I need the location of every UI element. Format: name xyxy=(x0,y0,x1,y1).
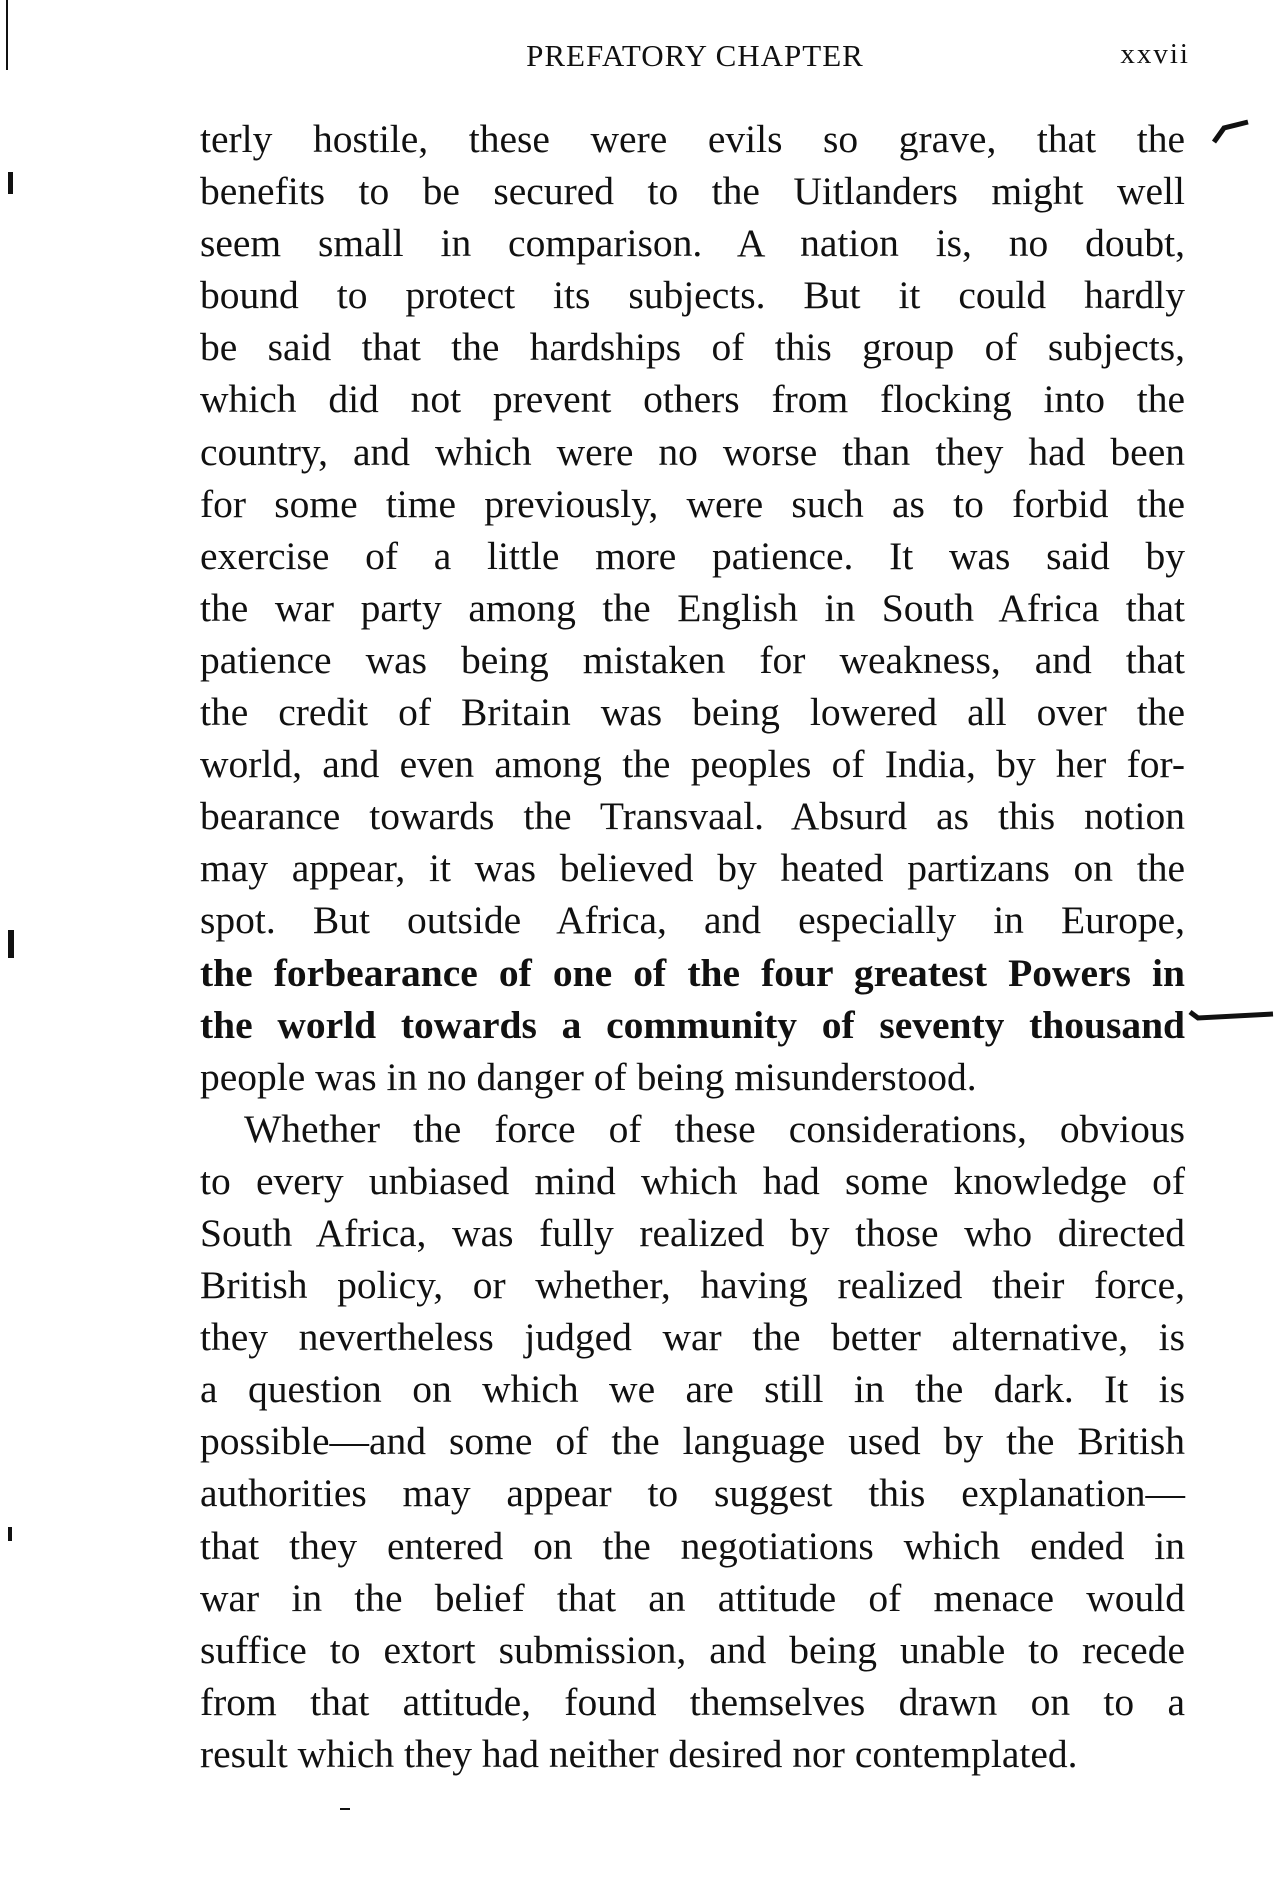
text-line: patience was being mistaken for weakness, and that xyxy=(200,637,1185,682)
text-line: suffice to extort submission, and being unable to recede xyxy=(200,1627,1185,1672)
text-line: terly hostile, these were evils so grave, that the xyxy=(200,117,1185,161)
scan-edge-mark xyxy=(6,0,8,70)
text-line: benefits to be secured to the Uitlanders might well xyxy=(200,169,1185,214)
text-line: bearance towards the Transvaal. Absurd as this notion xyxy=(200,794,1185,839)
text-line: spot. But outside Africa, and especially in Europe, xyxy=(200,898,1185,943)
scan-speck xyxy=(340,1808,350,1810)
text-line: seem small in comparison. A nation is, no doubt, xyxy=(200,221,1185,266)
text-line: the forbearance of one of the four greatest Powers in xyxy=(200,950,1185,995)
text-line: British policy, or whether, having realized their force, xyxy=(200,1263,1185,1308)
text-line: possible—and some of the language used by the British xyxy=(200,1419,1185,1464)
text-line: world, and even among the peoples of India, by her for- xyxy=(200,742,1185,787)
margin-mark xyxy=(8,1527,12,1541)
page-number: xxvii xyxy=(1120,38,1190,70)
running-head: PREFATORY CHAPTER xyxy=(526,38,864,73)
paragraph-2 xyxy=(200,1103,1185,1780)
text-line: be said that the hardships of this group of subjects, xyxy=(200,325,1185,370)
margin-mark xyxy=(8,930,14,958)
pencil-dash-mark xyxy=(1188,1006,1275,1026)
text-line: result which they had neither desired nor contemplated. xyxy=(200,1731,1078,1776)
text-line: the credit of Britain was being lowered all over the xyxy=(200,690,1185,735)
margin-mark xyxy=(8,172,13,194)
text-line: the war party among the English in South Africa that xyxy=(200,585,1185,630)
text-line: for some time previously, were such as to forbid the xyxy=(200,481,1185,526)
text-line: from that attitude, found themselves drawn on to a xyxy=(200,1679,1185,1724)
text-line: a question on which we are still in the dark. It is xyxy=(200,1367,1185,1412)
body-text xyxy=(200,113,1185,1780)
text-line: bound to protect its subjects. But it could hardly xyxy=(200,273,1185,318)
paragraph-1 xyxy=(200,113,1185,1103)
page-header xyxy=(200,38,1190,78)
text-line: to every unbiased mind which had some knowledge of xyxy=(200,1158,1185,1203)
text-line: may appear, it was believed by heated partizans on the xyxy=(200,846,1185,891)
text-line: country, and which were no worse than they had been xyxy=(200,429,1185,474)
pencil-tick-mark xyxy=(1212,118,1252,148)
text-line: the world towards a community of seventy thousand xyxy=(200,1002,1185,1047)
text-line: which did not prevent others from flocking into the xyxy=(200,377,1185,422)
text-line: Whether the force of these considerations, obvious xyxy=(244,1106,1185,1151)
text-line: exercise of a little more patience. It was said by xyxy=(200,533,1185,578)
text-line: that they entered on the negotiations which ended in xyxy=(200,1523,1185,1568)
text-line: authorities may appear to suggest this explanation— xyxy=(200,1471,1185,1516)
text-line: South Africa, was fully realized by those who directed xyxy=(200,1210,1185,1255)
text-line: people was in no danger of being misunderstood. xyxy=(200,1054,977,1099)
text-line: they nevertheless judged war the better alternative, is xyxy=(200,1315,1185,1360)
text-line: war in the belief that an attitude of menace would xyxy=(200,1575,1185,1620)
